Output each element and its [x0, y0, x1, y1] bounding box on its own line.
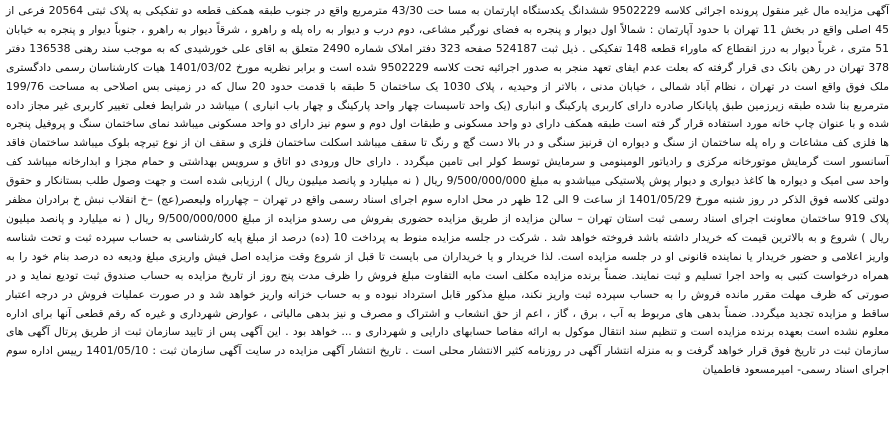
- auction-notice-text: آگهی مزایده مال غیر منقول پرونده اجرائی کلاسه 9502229 ششدانگ یکدستگاه اپارتمان به مسا حت 43/30 مترمربع واقع در جنوب طبقه همکف قطعه دو تفکیکی به پلاک ثبتی 20564 فرعی از 45 اصلی واقع در بخش 11 تهران با حدود آپارتمان : شمالاً اول دیوار و پنجره به فضای نورگیر مشاعی، دوم درب و دیوار به راه پله و راهرو ، شرقاً دیوار به راهرو ، جنوباً دیوار و پنجره به خیابان 51 متری ، غرباً دیوار به درز انقطاع که ماوراء قطعه 148 تفکیکی . ذیل ثبت 524187 صفحه 323 دفتر املاک شماره 2490 متعلق به اقای علی خورشیدی که به موجب سند رهنی 136538 دفتر 378 تهران در رهن بانک دی قرار گرفته که بعلت عدم ایفای تعهد منجر به صدور اجرائیه تحت کلاسه 9502229 شده است و برابر نظریه مورخ 1401/03/02 هیات کارشناسان رسمی دادگستری ملک فوق واقع است در تهران ، نظام آباد شمالی ، خیابان مدنی ، بالاتر از وحیدیه ، پلاک 1030 یک ساختمان 5 طبقه با قدمت حدود 20 سال که در زمینی بس اصلاحی به مساحت 199/76 مترمربع بنا شده طبقه زیرزمین طبق پایانکار صادره دارای کاربری پارکینگ و انباری (یک واحد تاسیسات چهار واحد پارکینگ و چهار باب انباری ) میباشد در شرایط فعلی تغییر کاربری غیر مجاز داده شده و با عنوان چاپ خانه مورد استفاده قرار گر فته است طبقه همکف دارای دو واحد مسکونی و طبقات اول دوم و سوم نیز دارای دو واحد مسکونی میباشد نمای ساختمان سنگ و پروفیل پنجره ها فلزی کف مشاعات و راه پله ساختمان از سنگ و دیواره ان قرنیز سنگی و در بالا دست گچ و رنگ تا سقف میباشد اسکلت ساختمان فلزی و سقف ان از نوع تیرچه بلوک میباشد ساختمان فاقد آسانسور است گرمایش موتورخانه مرکزی و رادیاتور الومینومی و سرمایش توسط کولر ابی تامین میگردد . دارای حال ورودی دو اتاق و سرویس بهداشتی و حمام مجزا و ابدارخانه میباشد کف واحد سی امیک و دیواره ها کاغذ دیواری و دیوار پوش پلاستیکی میباشدو به مبلغ 9/500/000/000 ریال ( نه میلیارد و پانصد میلیون ریال ) ارزیابی شده است و جهت وصول طلب بستانکار و حقوق دولتی کلاسه فوق الذکر در روز شنبه مورخ 1401/05/29 از ساعت 9 الی 12 ظهر در محل اداره سوم اجرای اسناد رسمی واقع در تهران – چهارراه ولیعصر(عج) –خ انقلاب نبش خ برادران مظفر پلاک 919 ساختمان معاونت اجرای اسناد رسمی ثبت استان تهران – سالن مزایده از طریق مزایده حضوری بفروش می رسدو مزایده از مبلغ 9/500/000/000 ریال ( نه میلیارد و پانصد میلیون ریال ) شروع و به بالاترین قیمت که خریدار داشته باشد فروخته خواهد شد . شرکت در جلسه مزایده منوط به پرداخت 10 (ده) درصد از مبلغ پایه کارشناسی به حساب سپرده ثبت و تحت شناسه واریز اعلامی و حضور خریدار یا نماینده قانونی او در جلسه مزایده است. لذا خریدار و یا خریداران می بایست تا قبل از شروع وقت مزایده اصل فیش واریزی مبلغ ودیعه ده درصد بنام خود را به همراه درخواست کتبی به واحد اجرا تسلیم و ثبت نمایند. ضمناً برنده مزایده مکلف است مابه التفاوت مبلغ فروش را ظرف مدت پنج روز از تاریخ مزایده به حساب صندوق ثبت تودیع نماید و در صورتی که ظرف مهلت مقرر مانده فروش را به حساب سپرده ثبت واریز نکند، مبلغ مذکور قابل استرداد نبوده و به حساب خزانه واریز خواهد شد و در صورت عملیات فروش در درجه اعتبار ساقط و مزایده تجدید میگردد. ضمناً بدهی های مربوط به آب ، برق ، گاز ، اعم از حق انشعاب و اشتراک و مصرف و نیز بدهی مالیاتی ، عوارض شهرداری و غیره که رقم قطعی آنها برای اداره معلوم نشده است بعهده برنده مزایده است و تنظیم سند انتقال موکول به ارائه مفاصا حسابهای دارایی و شهرداری و ... خواهد بود . این آگهی پس از تایید سازمان ثبت از طریق پرتال آگهی های سازمان ثبت در تاریخ فوق قرار خواهد گرفت و به منزله انتشار آگهی در روزنامه کثیر الانتشار محلی است . تاریخ انتشار آگهی مزایده در سایت آگهی سازمان ثبت : 1401/05/10 رییس اداره سوم اجرای اسناد رسمی- امیرمسعود فاطمیان: [6, 4, 890, 377]
